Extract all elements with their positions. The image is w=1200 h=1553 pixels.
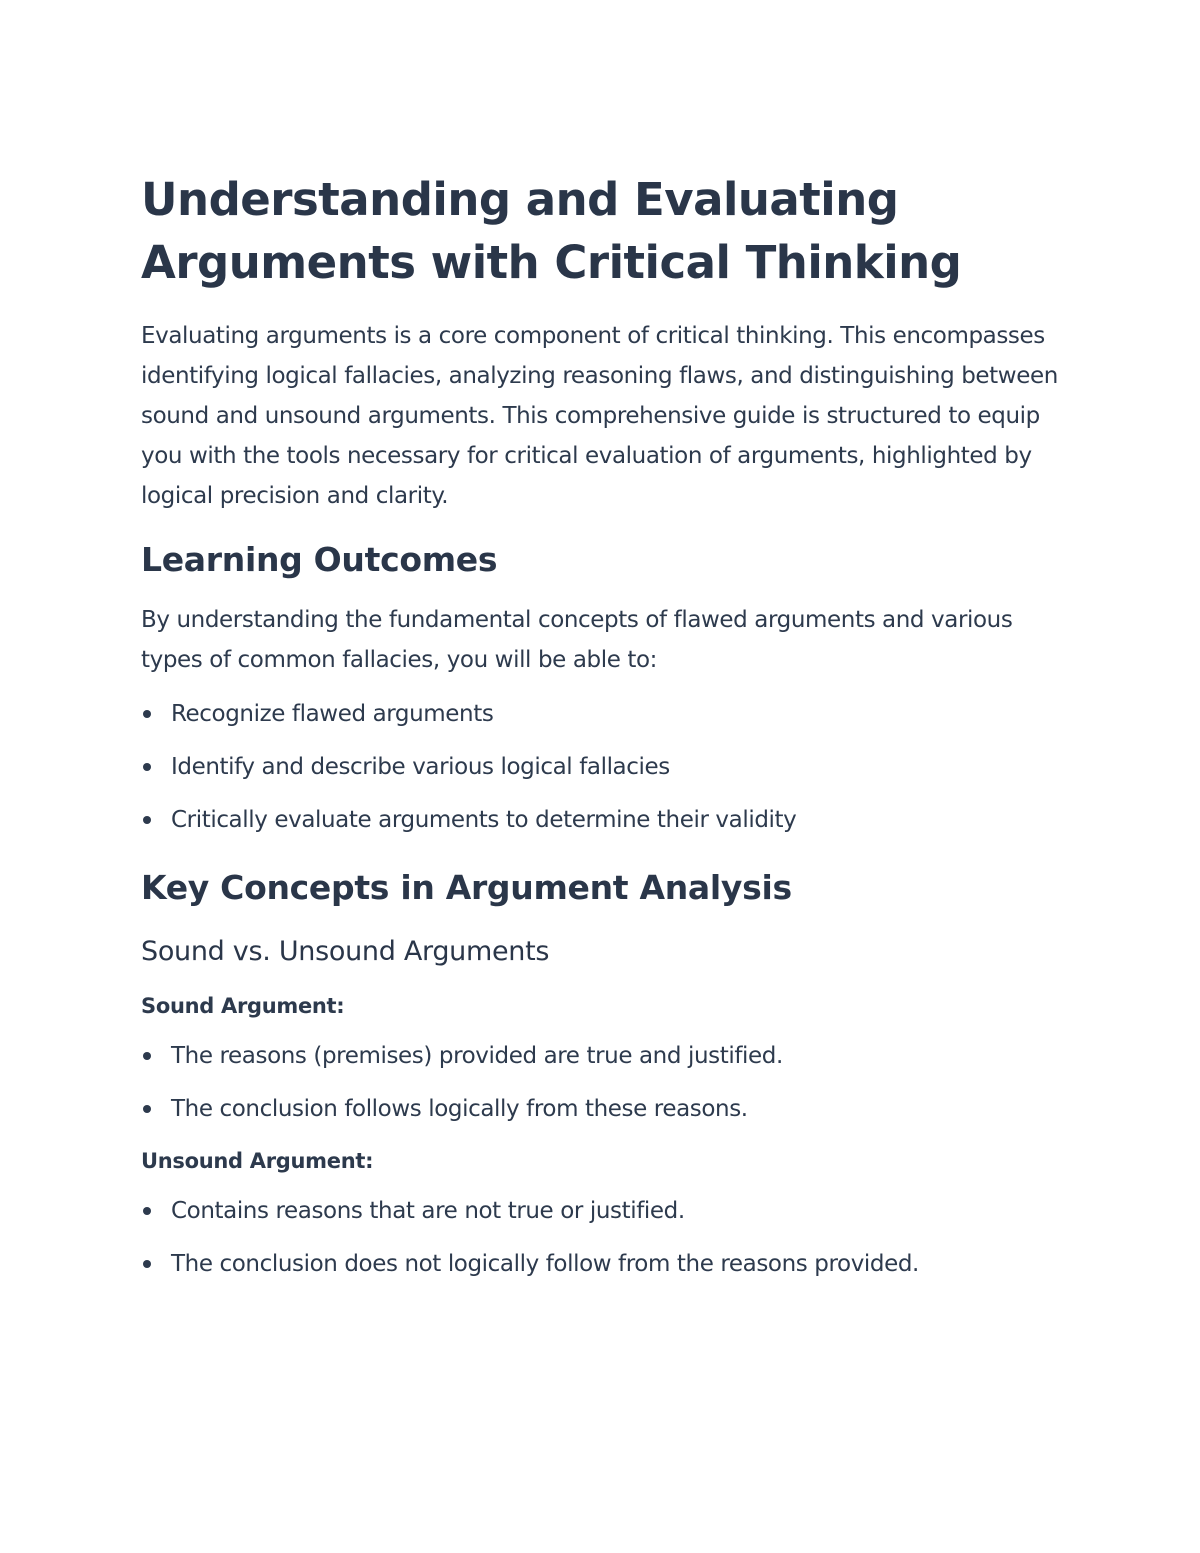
list-item (141, 800, 1061, 840)
list-item (141, 1036, 1061, 1076)
bullet-icon (143, 1105, 151, 1113)
learning-outcomes-heading: Learning Outcomes (141, 540, 498, 579)
bullet-icon (143, 816, 151, 824)
learning-outcomes-list (141, 694, 1061, 840)
sound-vs-unsound-subheading: Sound vs. Unsound Arguments (141, 936, 550, 967)
sound-argument-label: Sound Argument: (141, 994, 345, 1018)
bullet-icon (143, 710, 151, 718)
list-item-text: Critically evaluate arguments to determine their validity (171, 807, 797, 833)
bullet-icon (143, 1260, 151, 1268)
learning-outcomes-lead: By understanding the fundamental concepts of flawed arguments and various types of common fallacies, you will be able to: (141, 607, 1013, 673)
document-page (141, 168, 1061, 1297)
list-item (141, 1089, 1061, 1129)
bullet-icon (143, 1207, 151, 1215)
list-item-text: The conclusion does not logically follow from the reasons provided. (171, 1251, 919, 1277)
list-item-text: The reasons (premises) provided are true and justified. (171, 1043, 783, 1069)
list-item-text: Recognize flawed arguments (171, 701, 494, 727)
page-title: Understanding and Evaluating Arguments with Critical Thinking (141, 173, 962, 289)
intro-paragraph: Evaluating arguments is a core component of critical thinking. This encompasses identifying logical fallacies, analyzing reasoning flaws, and distinguishing between sound and unsound arguments. This comprehensive guide is structured to equip you with the tools necessary for critical evaluation of arguments, highlighted by logical precision and clarity. (141, 323, 1058, 509)
unsound-argument-label: Unsound Argument: (141, 1149, 374, 1173)
list-item-text: Identify and describe various logical fallacies (171, 754, 670, 780)
list-item (141, 1191, 1061, 1231)
unsound-argument-list (141, 1191, 1061, 1284)
list-item (141, 747, 1061, 787)
sound-argument-list (141, 1036, 1061, 1129)
key-concepts-heading: Key Concepts in Argument Analysis (141, 868, 792, 907)
bullet-icon (143, 1052, 151, 1060)
list-item-text: Contains reasons that are not true or justified. (171, 1198, 685, 1224)
list-item-text: The conclusion follows logically from these reasons. (171, 1096, 748, 1122)
bullet-icon (143, 763, 151, 771)
list-item (141, 1244, 1061, 1284)
list-item (141, 694, 1061, 734)
